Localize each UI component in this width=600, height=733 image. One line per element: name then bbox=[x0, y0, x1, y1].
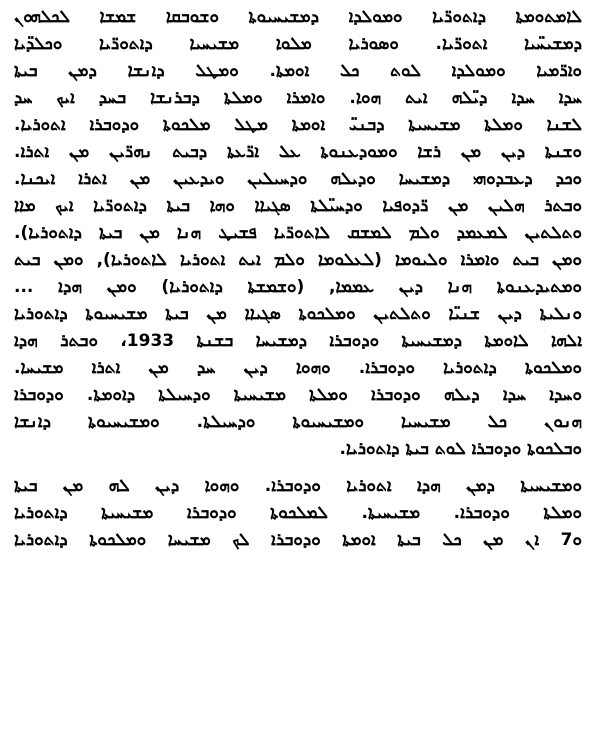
text-line-16: ܗܢܘܢ ܟܠ ܡܫܝܚܝܐ ܘܡܫܝܚܝܘܬܐ ܘܕܚܝܠܬܐ. ܘܡܫܝܚܝܘܬܐ ܕܐܢܫܐ bbox=[14, 412, 582, 432]
text-line-1: ܠܐܡܬܘܡܬܐ ܕܐܬܘܪ̈ܝܐ ܘܡܘܠܕܐ ܕܡܫܝܚܝܘܬܐ ܘܫܘܒܩܐ ܫܡܫܐ ܠܟܠܗܘܢ bbox=[14, 7, 582, 27]
text-line-11: ܘܡܬܝܕܥܢܘܬܐ ܗܢܐ ܕܝܢ ܥܡܡܐ, (ܘܫܡܫܬܐ ܕܐܬܘܪܝܐ) ܘܡܢ ܗܕܐ ... bbox=[14, 277, 582, 297]
text-line-6: ܘܫܢܬܐ ܕܝܢ ܡܢ ܪܫܐ ܘܡܘܕܥܢܘܬܐ ܥܠ ܐܪ̈ܥܬܐ ܕܒܝܬ ܢܗܪ̈ܝܢ ܡܢ ܐܬܪܐ. bbox=[14, 142, 582, 162]
text-line-17: ܘܒܠܟܘܬܐ ܘܕܘܒܪܐ ܠܘܬ ܒܝܬܐ ܕܐܬܘܪܝܐ. bbox=[339, 439, 582, 459]
text-line-18: ܘܡܫܝܚܝܬܐ ܕܡܢ ܗܕܐ ܐܬܘܪܝܐ ܘܕܘܒܪܐ. ܘܗܘܐ ܕܝܢ ܠܗ ܡܢ ܒܝܬܐ bbox=[14, 476, 582, 496]
text-line-8: ܘܒܬܪ ܗܠܝܢ ܡܢ ܪ̈ܕܘܦܝܐ ܘܕܚܝ̈ܠܬܐ ܣܓܝܐܐ ܘܗܐ ܒܝܬܐ ܕܐܬܘܪ̈ܝܐ ܐܝܟ ܡܐܐ bbox=[14, 196, 582, 216]
text-line-7: ܘܟܕ ܕܥܒܕܘܗܝ ܕܡܫܝܚܐ ܘܕܝܠܗ ܘܕܚܝܠܝܢ ܘܝܕܥܝܢ ܡܢ ܐܬܪܐ ܐܝܟܢܐ. bbox=[14, 169, 582, 189]
text-line-2: ܕܡܫܝܚ̈ܝܐ ܐܬܘܪ̈ܝܐ. ܘܣܘܪܝܐ ܡܠܘܐ ܡܫܝܚܝܐ ܕܐܬܘܪ̈ܝܐ ܘܟܠܕ̈ܝܐ bbox=[14, 34, 582, 54]
text-line-3: ܘܐܪ̈ܡܝܐ ܘܡܘܠܕܐ ܠܘܬ ܟܠ ܐܘܡܬܐ. ܘܡܛܠ ܕܐܢܫܐ ܕܡܢ ܒܝܬܐ bbox=[14, 61, 582, 81]
text-line-5: ܠܫܢܐ ܘܡܠܬܐ ܡܫܝܚܝܬܐ ܕܒܢܝ̈ ܐܘܡܬܐ ܡܛܠ ܡܠܟܘܬܐ ܘܕܘܒܪܐ ܐܬܘܪܝܐ. bbox=[14, 115, 582, 135]
text-line-4: ܚܕܐ ܚܕܐ ܕܝ̈ܠܗ ܐܝܬ ܗܘܐ. ܘܐܡܪܐ ܘܡܠܬܐ ܕܒܪܢܫܐ ܒܚܕ ܐܝܟ ܚܕ bbox=[14, 88, 582, 108]
text-line-10: ܘܡܢ ܒܝܬ ܘܐܡܪܐ ܘܠܝܘܡܐ (ܠܥܠܘܡܐ ܘܠܡ ܐܝܬ ܐܬܘܪܝܐ ܠܐܬܘܪܝܐ), ܘܡܢ ܒܝܬ bbox=[14, 250, 582, 270]
text-line-9: ܘܬܠܬܝܢ ܠܡܥܡܕ ܘܠܡ ܠܡܫܩ ܠܐܬܘܪ̈ܝܐ ܦܫܝܛ ܗܢܐ ܡܢ ܒܝܬܐ ܕܐܬܘܪܝܐ). bbox=[14, 223, 582, 243]
text-line-20: ܘ7 ܐܢ ܡܢ ܟܠ ܒܝܬܐ ܐܘܡܬܐ ܘܕܘܒܪܐ ܠܟ ܡܫܝܚܐ ܘܡܠܟܘܬܐ ܕܐܬܘܪܝܐ bbox=[14, 530, 582, 550]
text-line-13: ܐܠܗܐ ܠܐܘܡܬܐ ܕܡܫܝܚܝܬܐ ܘܕܘܒܪܐ ܕܡܫܝܚܐ ܒܫܢܬܐ 1933، ܘܒܬܪ ܗܕܐ bbox=[14, 331, 582, 351]
text-line-14: ܘܡܠܟܘܬܐ ܕܐܬܘܪܝܐ ܘܕܘܒܪܐ. ܘܗܘܐ ܕܝܢ ܚܕ ܡܢ ܐܬܪܐ ܡܫܝܚܐ. bbox=[14, 358, 582, 378]
text-line-12: ܘܢܠܝܬܐ ܕܝܢ ܫܢܝ̈ܐ ܘܬܠܬܝܢ ܘܡܠܟܘܬܐ ܣܓܝܐܐ ܡܢ ܒܝܬܐ ܡܫܝܚܝܘܬܐ ܕܐܬܘܪܝܐ bbox=[14, 304, 582, 324]
text-line-19: ܘܡܠܬܐ ܘܕܘܒܪܐ. ܡܫܝܚܝܬܐ. ܠܡܠܟܘܬܐ ܘܕܘܒܪܐ ܡܫܝܚܝܬܐ ܕܐܬܘܪܝܐ bbox=[14, 503, 582, 523]
text-line-15: ܘܚܕܐ ܚܕܐ ܕܝܠܗ ܘܕܘܒܪܐ ܘܡܠܬܐ ܡܫܝܚܝܬܐ ܘܕܚܝܠܬܐ ܕܐܘܡܬܐ. ܘܕܘܒܪܐ bbox=[14, 385, 582, 405]
